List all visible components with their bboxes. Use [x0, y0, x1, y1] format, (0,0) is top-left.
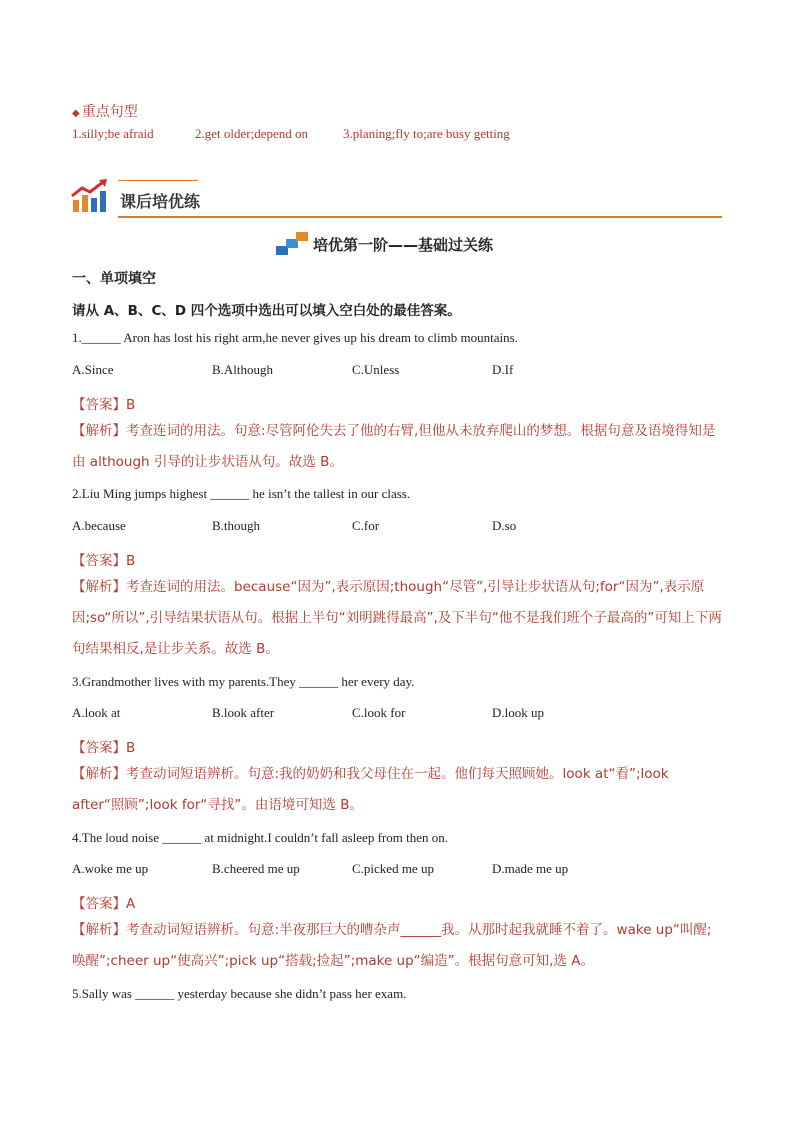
question-stem: 4.The loud noise ______ at midnight.I couldn’t fall asleep from then on.: [72, 830, 448, 845]
section-rule: [118, 216, 722, 218]
answer: 【答案】B: [72, 397, 136, 413]
explanation: 【解析】考查动词短语辨析。句意:半夜那巨大的嘈杂声______我。从那时起我就睡不着了。wake up“叫醒;唤醒”;cheer up“使高兴”;pick up“搭载;捡起”;make up“编造”。根据句意可知,选 A。: [72, 922, 712, 969]
part-heading: 一、单项填空: [72, 271, 156, 287]
answer: 【答案】B: [72, 740, 136, 756]
option-a: A.because: [72, 518, 126, 533]
key-sentences-heading: [72, 101, 138, 121]
question-stem: 3.Grandmother lives with my parents.They ______ her every day.: [72, 674, 415, 689]
bar-chart-arrow-icon: [70, 178, 110, 214]
option-c: C.picked me up: [352, 861, 434, 876]
option-b: B.though: [212, 518, 261, 533]
section-title: 课后培优练: [120, 192, 201, 211]
section-top-rule: [118, 180, 198, 181]
question-stem: 5.Sally was ______ yesterday because she didn’t pass her exam.: [72, 986, 407, 1001]
steps-icon: [276, 232, 308, 256]
option-a: A.woke me up: [72, 861, 149, 876]
option-a: A.look at: [72, 705, 121, 720]
explanation: 【解析】考查动词短语辨析。句意:我的奶奶和我父母住在一起。他们每天照顾她。look at“看”;look after“照顾”;look for“寻找”。由语境可知选 B。: [72, 766, 669, 813]
question-stem: 1.______ Aron has lost his right arm,he never gives up his dream to climb mountains.: [72, 330, 518, 345]
subsection-title: 培优第一阶——基础过关练: [313, 236, 494, 254]
option-b: B.cheered me up: [212, 861, 300, 876]
explanation: 【解析】考查连词的用法。句意:尽管阿伦失去了他的右臂,但他从未放弃爬山的梦想。根据句意及语境得知是由 although 引导的让步状语从句。故选 B。: [72, 423, 716, 470]
subsection-header: [0, 230, 794, 260]
question-stem: 2.Liu Ming jumps highest ______ he isn’t the tallest in our class.: [72, 486, 411, 501]
option-d: D.made me up: [492, 861, 569, 876]
key-sentence-answer: 2.get older;depend on: [195, 126, 308, 141]
explanation: 【解析】考查连词的用法。because“因为”,表示原因;though“尽管”,引导让步状语从句;for“因为”,表示原因;so“所以”,引导结果状语从句。根据上半句“刘明跳得最高”,及下半句“他不是我们班个子最高的”可知上下两句结果相反,是让步关系。故选 B。: [72, 579, 722, 657]
key-sentence-answer: 3.planing;fly to;are busy getting: [343, 126, 510, 141]
key-sentence-answer: 1.silly;be afraid: [72, 126, 154, 141]
option-c: C.for: [352, 518, 380, 533]
option-d: D.look up: [492, 705, 544, 720]
option-d: D.If: [492, 362, 514, 377]
answer: 【答案】A: [72, 896, 136, 912]
section-header: [70, 176, 722, 220]
option-c: C.Unless: [352, 362, 400, 377]
key-sentences-heading-text: 重点句型: [81, 104, 138, 120]
option-b: B.look after: [212, 705, 275, 720]
option-b: B.Although: [212, 362, 274, 377]
answer: 【答案】B: [72, 553, 136, 569]
part-instruction: 请从 A、B、C、D 四个选项中选出可以填入空白处的最佳答案。: [72, 303, 461, 319]
option-c: C.look for: [352, 705, 406, 720]
option-a: A.Since: [72, 362, 114, 377]
diamond-bullet-icon: ◆: [72, 108, 80, 119]
option-d: D.so: [492, 518, 517, 533]
